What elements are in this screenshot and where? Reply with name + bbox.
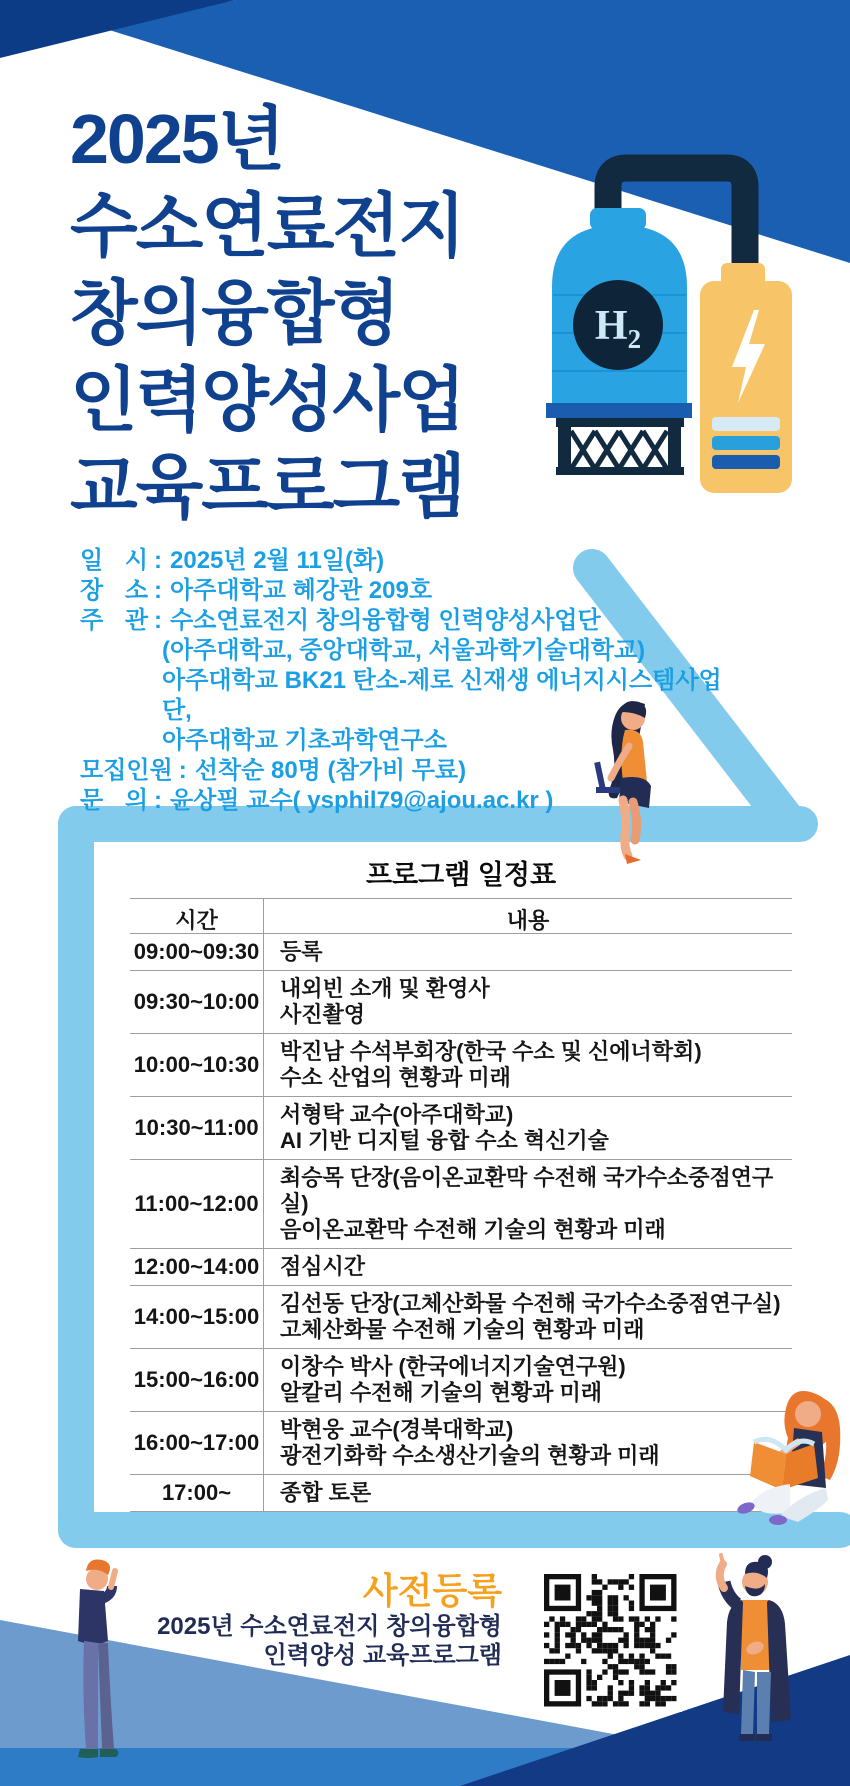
info-extra-line: (아주대학교, 중앙대학교, 서울과학기술대학교) [162, 637, 646, 664]
info-row [80, 546, 740, 576]
tank-base-band [546, 403, 692, 418]
table-row [130, 1034, 792, 1097]
schedule-header-content: 내용 [263, 899, 792, 940]
info-label-char: 관 [124, 607, 148, 634]
info-colon: : [154, 787, 162, 814]
info-colon: : [154, 607, 162, 634]
info-label-char: 의 [124, 787, 148, 814]
man-looking-up-illustration [40, 1555, 125, 1770]
info-label [80, 786, 148, 816]
schedule-content-cell [263, 1097, 792, 1159]
info-label-char: 인 [126, 757, 150, 784]
schedule-content-line: 사진촬영 [280, 1002, 366, 1027]
info-label [80, 756, 173, 786]
schedule-time-cell: 10:30~11:00 [134, 1115, 259, 1140]
woman-reading-illustration [698, 1380, 850, 1528]
info-value: 2025년 2월 11일(화) [170, 547, 385, 574]
table-row [130, 1286, 792, 1349]
schedule-content-line: 김선동 단장(고체산화물 수전해 국가수소중점연구실) [280, 1291, 781, 1316]
info-extra-line: 아주대학교 기초과학연구소 [162, 727, 447, 754]
info-label-char: 장 [80, 577, 104, 604]
schedule-content-cell [263, 934, 792, 970]
schedule-content-cell [263, 1160, 792, 1248]
poster-title-line: 인력양성사업 [70, 361, 464, 439]
info-label-char: 시 [124, 547, 148, 574]
table-row [130, 934, 792, 971]
info-row [80, 576, 740, 606]
schedule-time-cell: 10:00~10:30 [133, 1052, 260, 1077]
poster-title-line: 교육프로그램 [70, 448, 464, 526]
schedule-content-cell [263, 1286, 792, 1348]
hydrogen-tank-illustration [455, 135, 805, 500]
info-colon: : [154, 577, 162, 604]
schedule-content-line: 등록 [280, 939, 323, 964]
schedule-time-cell: 09:00~09:30 [133, 939, 260, 964]
info-value: 윤상필 교수( ysphil79@ajou.ac.kr ) [170, 787, 554, 814]
battery-bar-mid [712, 436, 780, 450]
schedule-content-line: 고체산화물 수전해 기술의 현황과 미래 [280, 1317, 645, 1342]
info-label [80, 606, 148, 636]
table-row [130, 971, 792, 1034]
registration-line: 인력양성 교육프로그램 [263, 1642, 502, 1669]
schedule-time-cell: 12:00~14:00 [133, 1254, 260, 1279]
info-value: 선착순 80명 (참가비 무료) [194, 757, 467, 784]
info-value: 아주대학교 혜강관 209호 [170, 577, 433, 604]
info-label-char: 문 [80, 787, 104, 814]
schedule-time-cell: 16:00~17:00 [133, 1430, 260, 1455]
schedule-content-cell [263, 1034, 792, 1096]
info-row [80, 606, 740, 636]
woman-with-laptop-illustration [583, 690, 683, 865]
registration-line: 2025년 수소연료전지 창의융합형 [157, 1613, 502, 1640]
info-label-char: 일 [80, 547, 104, 574]
schedule-header-row [130, 899, 792, 934]
schedule-time-cell: 11:00~12:00 [134, 1191, 259, 1216]
info-label [80, 576, 148, 606]
table-row [130, 1160, 792, 1249]
schedule-content-line: 박현웅 교수(경북대학교) [280, 1417, 514, 1442]
schedule-header-time: 시간 [175, 908, 218, 933]
man-pointing-illustration [693, 1552, 828, 1752]
schedule-content-line: 알칼리 수전해 기술의 현황과 미래 [280, 1380, 602, 1405]
schedule-content-line: AI 기반 디지털 융합 수소 혁신기술 [280, 1128, 609, 1153]
poster-title-line: 창의융합형 [70, 274, 399, 352]
schedule-content-line: 광전기화학 수소생산기술의 현황과 미래 [280, 1443, 660, 1468]
schedule-table-body [130, 934, 792, 1512]
schedule-content-line: 음이온교환막 수전해 기술의 현황과 미래 [280, 1217, 666, 1242]
info-label-char: 모 [80, 757, 104, 784]
schedule-time-cell: 17:00~ [161, 1480, 232, 1505]
info-label-char: 원 [149, 757, 173, 784]
schedule-time-cell: 09:30~10:00 [133, 989, 260, 1014]
info-label [80, 546, 148, 576]
poster-title-line: 수소연료전지 [70, 187, 464, 265]
table-row [130, 1249, 792, 1286]
table-row [130, 1097, 792, 1160]
schedule-content-cell [263, 1249, 792, 1285]
schedule-table [130, 898, 792, 1512]
h2-label: $H_2$ [594, 303, 642, 354]
schedule-section [130, 858, 792, 1512]
schedule-content-line: 점심시간 [280, 1254, 366, 1279]
info-colon: : [154, 547, 162, 574]
qr-code [540, 1570, 682, 1712]
schedule-content-line: 서형탁 교수(아주대학교) [280, 1102, 514, 1127]
table-row [130, 1349, 792, 1412]
registration-block [157, 1570, 502, 1670]
table-row [130, 1412, 792, 1475]
battery-bar-light [712, 417, 780, 431]
schedule-content-line: 내외빈 소개 및 환영사 [280, 976, 490, 1001]
info-label-char: 소 [124, 577, 148, 604]
schedule-content-line: 종합 토론 [280, 1480, 372, 1505]
schedule-time-cell: 15:00~16:00 [133, 1367, 260, 1392]
schedule-content-line: 수소 산업의 현황과 미래 [280, 1065, 511, 1090]
registration-title: 사전등록 [362, 1570, 502, 1611]
schedule-time-cell: 14:00~15:00 [133, 1304, 260, 1329]
schedule-content-line: 이창수 박사 (한국에너지기술연구원) [280, 1354, 626, 1379]
schedule-title: 프로그램 일정표 [365, 860, 557, 890]
info-extra-line: 아주대학교 BK21 탄소-제로 신재생 에너지시스템사업단, [162, 667, 722, 724]
schedule-content-line: 박진남 수석부회장(한국 수소 및 신에너학회) [280, 1039, 702, 1064]
table-row [130, 1475, 792, 1512]
poster-title-line: 2025년 [70, 100, 284, 178]
info-label-char: 주 [80, 607, 104, 634]
schedule-content-cell [263, 971, 792, 1033]
info-label-char: 집 [103, 757, 127, 784]
schedule-content-line: 최승목 단장(음이온교환막 수전해 국가수소중점연구실) [280, 1165, 774, 1216]
info-colon: : [178, 757, 187, 784]
info-value: 수소연료전지 창의융합형 인력양성사업단 [170, 607, 601, 634]
